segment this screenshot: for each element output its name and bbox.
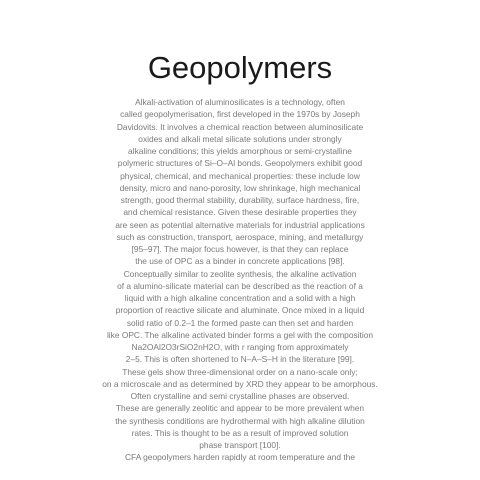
text-line: like OPC. The alkaline activated binder forms a gel with the composition bbox=[106, 329, 374, 340]
body-text bbox=[0, 96, 480, 464]
text-line: physical, chemical, and mechanical properties: these include low bbox=[120, 170, 360, 181]
text-line: These gels show three-dimensional order on a nano-scale only; bbox=[122, 366, 358, 377]
text-line: Davidovits. It involves a chemical reaction between aluminosilicate bbox=[116, 121, 364, 132]
text-line: solid ratio of 0.2–1 the formed paste can then set and harden bbox=[126, 317, 354, 328]
text-line: strength, good thermal stability, durability, surface hardness, fire, bbox=[120, 195, 360, 205]
text-line: [95–97]. The major focus however, is that they can replace bbox=[131, 244, 349, 254]
text-line: Conceptually similar to zeolite synthesis, the alkaline activation bbox=[123, 268, 357, 279]
text-line: of a alumino-silicate material can be described as the reaction of a bbox=[117, 280, 363, 291]
text-line: Na2OAl2O3rSiO2nH2O, with r ranging from approximately bbox=[131, 342, 349, 352]
text-line: oxides and alkali metal silicate solutions under strongly bbox=[138, 133, 342, 144]
text-line: polymeric structures of Si–O–Al bonds. Geopolymers exhibit good bbox=[117, 158, 363, 169]
text-line: alkaline conditions; this yields amorphous or semi-crystalline bbox=[128, 146, 352, 156]
text-line: proportion of reactive silicate and aluminate. Once mixed in a liquid bbox=[115, 305, 365, 316]
page-title: Geopolymers bbox=[147, 50, 333, 85]
text-line: 2–5. This is often shortened to N–A–S–H in the literature [99]. bbox=[125, 354, 355, 365]
text-line: rates. This is thought to be as a result of improved solution bbox=[131, 427, 349, 438]
text-line: These are generally zeolitic and appear to be more prevalent when bbox=[115, 403, 365, 414]
text-line: on a microscale and as determined by XRD they appear to be amorphous. bbox=[102, 378, 378, 389]
text-line: Alkali-activation of aluminosilicates is a technology, often bbox=[135, 97, 345, 107]
text-line: called geopolymerisation, first developed in the 1970s by Joseph bbox=[120, 109, 360, 120]
text-line: Often crystalline and semi crystalline phases are observed. bbox=[130, 391, 350, 401]
text-line: liquid with a high alkaline concentration and a solid with a high bbox=[124, 293, 356, 303]
text-line: and chemical resistance. Given these desirable properties they bbox=[123, 207, 357, 218]
text-line: such as construction, transport, aerospace, mining, and metallurgy bbox=[116, 231, 364, 242]
text-line: CFA geopolymers harden rapidly at room temperature and the bbox=[125, 452, 355, 463]
text-line: are seen as potential alternative materials for industrial applications bbox=[115, 219, 365, 230]
text-line: density, micro and nano-porosity, low shrinkage, high mechanical bbox=[119, 182, 361, 193]
text-line: the synthesis conditions are hydrothermal with high alkaline dilution bbox=[115, 415, 365, 426]
text-line: phase transport [100]. bbox=[199, 440, 281, 450]
text-line: the use of OPC as a binder in concrete applications [98]. bbox=[135, 256, 345, 267]
